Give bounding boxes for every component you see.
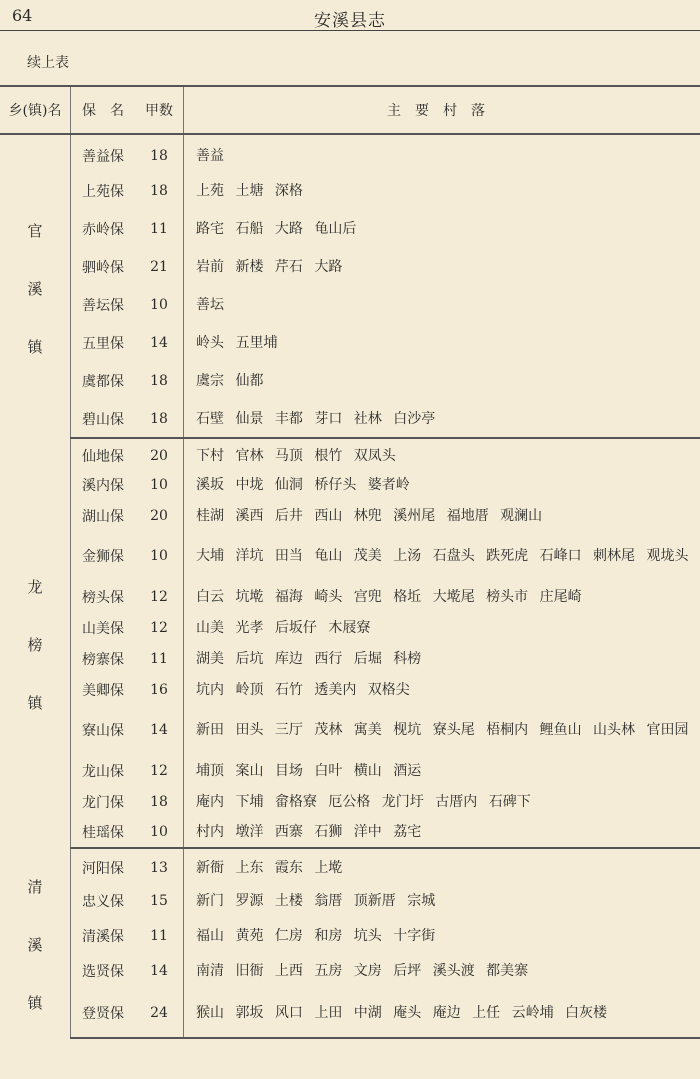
table-row xyxy=(0,918,700,953)
bao-name: 善益保 xyxy=(82,148,124,165)
page-number: 64 xyxy=(12,6,33,25)
table-row xyxy=(0,612,700,643)
table-row xyxy=(0,705,700,755)
jia-count: 12 xyxy=(135,755,184,786)
jia-count: 20 xyxy=(135,500,184,531)
jia-count: 21 xyxy=(135,248,184,286)
table-row xyxy=(0,500,700,531)
jia-count: 13 xyxy=(135,848,184,883)
continuation-note: 续上表 xyxy=(27,55,69,71)
bao-name: 登贤保 xyxy=(71,988,136,1038)
main-villages: 下村 官林 马顶 根竹 双凤头 xyxy=(196,448,396,464)
jia-count: 10 xyxy=(135,469,184,500)
town-name-cell xyxy=(0,134,71,438)
town-name-cell xyxy=(0,438,71,848)
main-villages: 南清 旧衙 上西 五房 文房 后坪 溪头渡 都美寨 xyxy=(196,962,529,979)
header-town: 乡(镇)名 xyxy=(0,86,71,134)
main-villages: 桂湖 溪西 后井 西山 林兜 溪州尾 福地厝 观澜山 xyxy=(196,507,543,524)
table-body xyxy=(0,134,700,1038)
table-row xyxy=(0,134,700,172)
table-row xyxy=(0,883,700,918)
table-row xyxy=(0,817,700,848)
town-name: 清溪镇 xyxy=(27,878,43,1012)
bao-name: 美卿保 xyxy=(82,682,124,699)
bao-name: 河阳保 xyxy=(82,861,124,877)
main-villages: 庵内 下埔 畲格寮 厄公格 龙门圩 古厝内 石碑下 xyxy=(196,793,531,810)
bao-name: 虞都保 xyxy=(82,374,124,390)
main-villages: 新门 罗源 土楼 翁厝 顶新厝 宗城 xyxy=(196,892,436,909)
jia-count: 18 xyxy=(135,362,184,400)
main-villages: 埔顶 案山 目场 白叶 横山 酒运 xyxy=(196,762,422,779)
bao-name: 上苑保 xyxy=(82,184,124,200)
bao-name: 溪内保 xyxy=(82,477,124,494)
town-name: 官溪镇 xyxy=(27,221,43,356)
bao-name: 碧山保 xyxy=(71,400,136,438)
main-villages: 大埔 洋坑 田当 龟山 茂美 上汤 石盘头 跌死虎 石峰口 刺林尾 观垅头 xyxy=(196,548,689,564)
table-row xyxy=(0,362,700,400)
table-row xyxy=(0,286,700,324)
bao-name: 龙门保 xyxy=(82,794,124,811)
main-villages: 福山 黄苑 仁房 和房 坑头 十字街 xyxy=(196,927,436,944)
bao-name: 忠义保 xyxy=(82,893,124,910)
town-name: 龙榜镇 xyxy=(27,578,43,712)
jia-count: 16 xyxy=(135,674,184,705)
table-row xyxy=(0,210,700,248)
table-row xyxy=(0,786,700,817)
header-rule xyxy=(0,30,700,31)
table-row xyxy=(0,531,700,581)
jia-count: 10 xyxy=(135,286,184,324)
jia-count: 11 xyxy=(135,210,184,248)
bao-name: 榜寨保 xyxy=(82,651,124,668)
header-jia: 甲数 xyxy=(135,86,184,134)
main-villages: 善益 xyxy=(196,147,224,164)
table-row xyxy=(0,324,700,362)
jia-count: 18 xyxy=(135,400,184,438)
main-villages: 新田 田头 三厅 茂林 寓美 枧坑 寮头尾 梧桐内 鲤鱼山 山头林 官田园 xyxy=(196,722,689,738)
jia-count: 20 xyxy=(135,438,184,469)
bao-name: 清溪保 xyxy=(82,928,124,945)
table-row xyxy=(0,248,700,286)
jia-count: 15 xyxy=(135,883,184,918)
bao-name: 金狮保 xyxy=(82,549,124,565)
main-villages: 白云 坑墘 福海 崎头 宫兜 格坵 大墘尾 榜头市 庄尾崎 xyxy=(196,588,582,605)
jia-count: 24 xyxy=(135,988,184,1038)
jia-count: 10 xyxy=(135,817,184,848)
table-row xyxy=(0,755,700,786)
table-row xyxy=(0,988,700,1038)
jia-count: 10 xyxy=(135,531,184,581)
header-bao: 保 名 xyxy=(71,86,136,134)
table-row xyxy=(0,953,700,988)
table-header-row xyxy=(0,86,700,134)
table-row xyxy=(0,643,700,674)
jia-count: 14 xyxy=(135,705,184,755)
jia-count: 11 xyxy=(135,918,184,953)
bao-name: 善坛保 xyxy=(82,298,124,314)
main-villages: 村内 墩洋 西寨 石狮 洋中 荔宅 xyxy=(184,817,700,848)
jia-count: 18 xyxy=(135,134,184,172)
bao-name: 仙地保 xyxy=(82,449,124,465)
main-villages: 上苑 土塘 深格 xyxy=(196,183,303,199)
village-table xyxy=(0,85,700,1039)
main-villages: 虞宗 仙都 xyxy=(196,373,264,389)
bao-name: 赤岭保 xyxy=(82,222,124,238)
bao-name: 湖山保 xyxy=(82,508,124,525)
jia-count: 18 xyxy=(135,172,184,210)
main-villages: 岭头 五里埔 xyxy=(196,335,278,351)
main-villages: 路宅 石船 大路 龟山后 xyxy=(196,221,357,237)
jia-count: 14 xyxy=(135,324,184,362)
bao-name: 龙山保 xyxy=(82,763,124,780)
bao-name: 桂瑶保 xyxy=(71,817,136,848)
header-villages: 主要村落 xyxy=(184,86,700,134)
jia-count: 14 xyxy=(135,953,184,988)
bao-name: 寮山保 xyxy=(82,723,124,739)
town-name-cell xyxy=(0,848,71,1038)
table-row xyxy=(0,438,700,469)
jia-count: 12 xyxy=(135,612,184,643)
jia-count: 12 xyxy=(135,581,184,612)
main-villages: 新衙 上东 霞东 上墘 xyxy=(196,860,343,876)
jia-count: 11 xyxy=(135,643,184,674)
main-villages: 湖美 后坑 库边 西行 后堀 科榜 xyxy=(196,650,422,667)
running-head: 安溪县志 xyxy=(314,11,386,31)
table-row xyxy=(0,172,700,210)
main-villages: 岩前 新楼 芹石 大路 xyxy=(196,259,343,275)
table-row xyxy=(0,848,700,883)
main-villages: 石壁 仙景 丰都 芽口 社林 白沙亭 xyxy=(184,400,700,438)
bao-name: 驷岭保 xyxy=(82,260,124,276)
main-villages: 溪坂 中垅 仙洞 桥仔头 婆者岭 xyxy=(196,476,410,493)
bao-name: 山美保 xyxy=(82,620,124,637)
main-villages: 坑内 岭顶 石竹 透美内 双格尖 xyxy=(196,681,410,698)
bao-name: 选贤保 xyxy=(82,963,124,980)
bao-name: 榜头保 xyxy=(82,589,124,606)
main-villages: 善坛 xyxy=(196,297,224,313)
bao-name: 五里保 xyxy=(82,336,124,352)
main-villages: 猴山 郭坂 风口 上田 中湖 庵头 庵边 上任 云岭埔 白灰楼 xyxy=(184,988,700,1038)
jia-count: 18 xyxy=(135,786,184,817)
table-row xyxy=(0,674,700,705)
table-row xyxy=(0,469,700,500)
main-villages: 山美 光孝 后坂仔 木屐寮 xyxy=(196,619,371,636)
table-row xyxy=(0,581,700,612)
table-row xyxy=(0,400,700,438)
